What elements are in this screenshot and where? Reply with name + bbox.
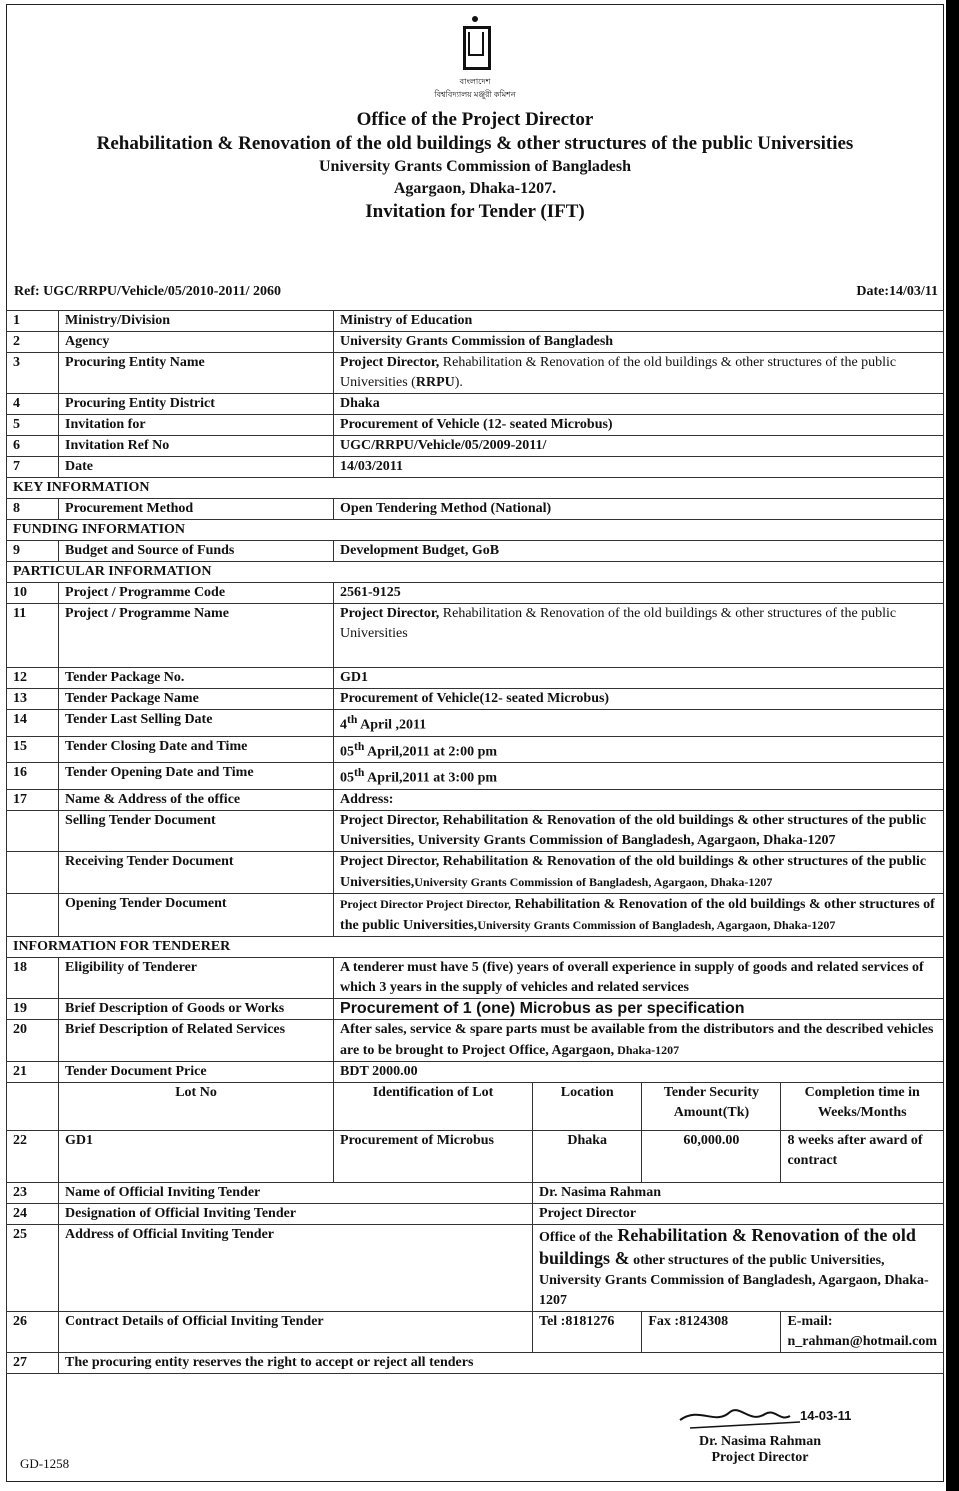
table-row: 5 Invitation for Procurement of Vehicle (12- seated Microbus) [7,415,944,436]
table-row: 23 Name of Official Inviting Tender Dr. Nasima Rahman [7,1182,944,1203]
footer-code: GD-1258 [20,1456,70,1471]
table-row: 20 Brief Description of Related Services After sales, service & spare parts must be available from the distributors and the described vehicles are to be brought to Project Office, Agargaon, Dhaka-1207 [7,1019,944,1061]
table-row: Selling Tender Document Project Director, Rehabilitation & Renovation of the old buildings & other structures of the public Universities, University Grants Commission of Bangladesh, Agargaon, Dhaka-1207 [7,810,944,851]
ref-line [14,284,938,300]
ref-number: Ref: UGC/RRPU/Vehicle/05/2010-2011/ 2060 [14,284,282,299]
signatory-title: Project Director [711,1450,809,1465]
table-row: 19 Brief Description of Goods or Works Procurement of 1 (one) Microbus as per specification [7,998,944,1019]
table-row: 15 Tender Closing Date and Time 05th April,2011 at 2:00 pm [7,736,944,763]
section-heading: KEY INFORMATION [7,478,944,499]
signatory-name: Dr. Nasima Rahman [699,1434,821,1449]
office-title: Office of the Project Director [356,109,594,130]
lot-data-row: 22 GD1 Procurement of Microbus Dhaka 60,000.00 8 weeks after award of contract [7,1130,944,1182]
table-row: 21 Tender Document Price BDT 2000.00 [7,1061,944,1082]
table-row: 13 Tender Package Name Procurement of Vehicle(12- seated Microbus) [7,689,944,710]
table-row: 7 Date 14/03/2011 [7,457,944,478]
table-row: 1 Ministry/Division Ministry of Education [7,311,944,332]
table-row: 6 Invitation Ref No UGC/RRPU/Vehicle/05/2009-2011/ [7,436,944,457]
table-row: Receiving Tender Document Project Director, Rehabilitation & Renovation of the old buildings & other structures of the public Universities,University Grants Commission of Bangladesh, Agargaon, Dhaka-1207 [7,851,944,893]
section-heading: PARTICULAR INFORMATION [7,562,944,583]
table-row: 14 Tender Last Selling Date 4th April ,2011 [7,710,944,737]
table-row: 17 Name & Address of the office Address: [7,789,944,810]
project-title: Rehabilitation & Renovation of the old buildings & other structures of the public Universities [96,133,854,154]
table-row: 12 Tender Package No. GD1 [7,668,944,689]
table-row: Opening Tender Document Project Director Project Director, Rehabilitation & Renovation of the old buildings & other structures of the public Universities,University Grants Commission of Bangladesh, Agargaon, Dhaka-1207 [7,893,944,936]
logo-caption-1: বাংলাদেশ [459,77,491,86]
commission-address: Agargaon, Dhaka-1207. [393,180,557,197]
table-row: 3 Procuring Entity Name Project Director, Rehabilitation & Renovation of the old buildings & other structures of the public Universities (RRPU). [7,353,944,394]
signature-block [660,1398,860,1466]
signature-icon [660,1398,860,1434]
table-row: 27 The procuring entity reserves the right to accept or reject all tenders [7,1352,944,1373]
table-row: 25 Address of Official Inviting Tender Office of the Rehabilitation & Renovation of the old buildings & other structures of the public Universities, University Grants Commission of Bangladesh, Agargaon, Dhaka-1207 [7,1224,944,1311]
signature-date: 14-03-11 [800,1408,852,1423]
scan-edge [946,0,959,1491]
table-row: 18 Eligibility of Tenderer A tenderer must have 5 (five) years of overall experience in supply of goods and related services of which 3 years in the supply of vehicles and related services [7,957,944,998]
logo-caption-2: বিশ্ববিদ্যালয় মঞ্জুরী কমিশন [434,90,516,99]
table-row: 26 Contract Details of Official Inviting Tender Tel :8181276 Fax :8124308 E-mail: n_rahman@hotmail.com [7,1311,944,1352]
commission-name: University Grants Commission of Bangladesh [318,158,632,175]
section-heading: FUNDING INFORMATION [7,520,944,541]
table-row: 9 Budget and Source of Funds Development Budget, GoB [7,541,944,562]
table-row: 24 Designation of Official Inviting Tender Project Director [7,1203,944,1224]
ugc-logo-icon [457,14,493,76]
table-row: 2 Agency University Grants Commission of Bangladesh [7,332,944,353]
letterhead [6,14,944,224]
table-row: 10 Project / Programme Code 2561-9125 [7,583,944,604]
table-row: 11 Project / Programme Name Project Director, Rehabilitation & Renovation of the old buildings & other structures of the public Universities [7,604,944,668]
lot-header-row: Lot No Identification of Lot Location Tender Security Amount(Tk) Completion time in Weeks/Months [7,1082,944,1130]
table-row: 4 Procuring Entity District Dhaka [7,394,944,415]
table-row: 16 Tender Opening Date and Time 05th April,2011 at 3:00 pm [7,763,944,790]
table-row: 8 Procurement Method Open Tendering Method (National) [7,499,944,520]
issue-date: Date:14/03/11 [856,284,938,299]
section-heading: INFORMATION FOR TENDERER [7,936,944,957]
tender-table [6,310,944,1374]
document-title: Invitation for Tender (IFT) [365,201,585,222]
